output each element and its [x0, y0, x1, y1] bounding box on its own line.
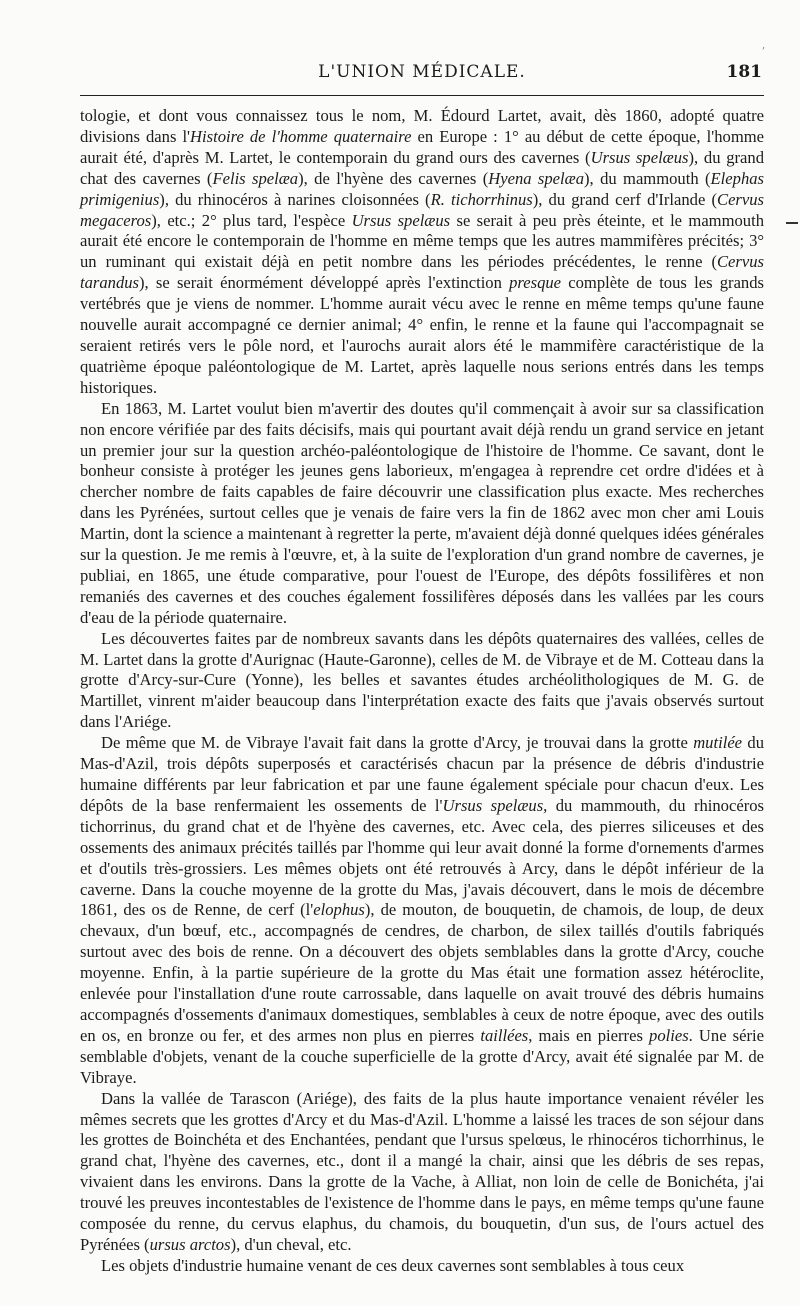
- italic-run: ursus arctos: [149, 1234, 231, 1254]
- text-run: du Mas-d'Azil, trois dépôts superposés et caractérisés chacun par la présence de débris d'industrie humaine différents par leur fabrication et par une faune également spéciale pour chacun d'eux. Les dépôts de la base renfermaient les ossements de l': [80, 733, 764, 815]
- body-paragraph: [80, 399, 764, 629]
- italic-run: presque: [509, 273, 562, 293]
- margin-mark: [786, 222, 798, 224]
- italic-run: elophus: [313, 900, 365, 920]
- text-run: Les découvertes faites par de nombreux savants dans les dépôts quaternaires des vallées, celles de M. Lartet dans la grotte d'Aurignac (Haute-Garonne), celles de M. de Vibraye et de M. Cotteau dans la grotte d'Arcy-sur-Cure (Yonne), les belles et savantes études archéolithologiques de M. G. de Martillet, vinrent m'aider beaucoup dans l'interprétation exacte des faits que j'avais observés surtout dans l'Ariége.: [80, 628, 764, 732]
- text-run: Les objets d'industrie humaine venant de ces deux cavernes sont semblables à tous ceux: [101, 1255, 685, 1275]
- italic-run: Elephas primigenius: [80, 168, 764, 209]
- text-run: ), se serait énormément développé après l'extinction: [139, 273, 510, 293]
- text-run: ), etc.; 2° plus tard, l'espèce: [151, 210, 352, 230]
- text-run: du mammouth, du rhinocéros tichorrinus, du grand chat et de l'hyène des cavernes, etc. Avec cela, des pierres siliceuses et des ossements des animaux précités taillés par l'homme qui leur avait donné la forme d'ornements d'armes et d'outils très-grossiers. Les mêmes objets ont été retrouvés à Arcy, dans le dépôt inférieur de la caverne. Dans la couche moyenne de la grotte du Mas, j'avais découvert, dans le mois de décembre 1861, des os de Renne, de cerf (l': [80, 795, 764, 920]
- italic-run: Histoire de l'homme quaternaire: [190, 126, 412, 146]
- body-paragraph: [80, 1089, 764, 1256]
- journal-title: L'UNION MÉDICALE.: [318, 62, 526, 82]
- page-number: 181: [726, 62, 762, 82]
- text-run: se serait à peu près éteinte, et le mammouth aurait été encore le contemporain de l'homme en même temps que les autres mammifères précités; 3° un ruminant qui existait déjà en petit nombre dans les périodes précédentes, le renne (: [80, 210, 764, 272]
- body-paragraph: [80, 106, 764, 399]
- article-body: [80, 106, 764, 1277]
- body-paragraph: [80, 629, 764, 734]
- text-run: . Une série semblable d'objets, venant de la couche superficielle de la grotte d'Arcy, avait été signalée par M. de Vibraye.: [80, 1025, 764, 1087]
- italic-run: Hyena spelæa: [488, 168, 585, 188]
- text-run: complète de tous les grands vertébrés que je viens de nommer. L'homme aurait vécu avec le renne en même temps qu'une faune nouvelle aurait accompagné ce dernier animal; 4° enfin, le renne et la faune qui l'accompagnait se seraient retirés vers le pôle nord, et l'aurochs aurait alors été le mammifère caractéristique de la quatrième époque paléontologique de M. Lartet, après laquelle nous serions entrés dans les temps historiques.: [80, 273, 764, 397]
- text-run: ), du rhinocéros à narines cloisonnées (: [159, 189, 431, 209]
- text-run: De même que M. de Vibraye l'avait fait dans la grotte d'Arcy, je trouvai dans la grotte: [101, 733, 694, 753]
- italic-run: Ursus spelæus,: [442, 795, 548, 815]
- italic-run: polies: [649, 1025, 689, 1045]
- text-run: ), du grand cerf d'Irlande (: [532, 189, 717, 209]
- corner-mark: ,: [762, 40, 766, 51]
- italic-run: Cervus tarandus: [80, 252, 764, 293]
- running-header: [80, 62, 764, 90]
- text-run: ), de l'hyène des cavernes (: [298, 168, 489, 188]
- italic-run: Felis spelæa: [212, 168, 299, 188]
- text-run: En 1863, M. Lartet voulut bien m'avertir des doutes qu'il commençait à avoir sur sa classification non encore vérifiée par des faits décisifs, mais qui pourtant avait déjà rendu un grand service en jetant un premier jour sur la question archéo-paléontologique de l'histoire de l'homme. Ce savant, dont le bonheur consiste à protéger les jeunes gens laborieux, m'engagea à reprendre cet ordre d'idées et à chercher nombre de faits capables de faire découvrir une classification plus exacte. Mes recherches dans les Pyrénées, surtout celles que je venais de faire vers la fin de 1862 avec mon cher ami Louis Martin, dont la science a maintenant à regretter la perte, m'avaient déjà donné quelques idées générales sur la question. Je me remis à l'œuvre, et, à la suite de l'exploration d'un grand nombre de cavernes, je publiai, en 1865, une étude comparative, pour l'ouest de l'Europe, des dépôts fossilifères et non remaniés des cavernes et des couches également fossilifères déposés dans les vallées par les cours d'eau de la période quaternaire.: [80, 398, 764, 627]
- text-run: tologie, et dont vous connaissez tous le nom, M. Édourd Lartet, avait, dès 1860, adopté quatre divisions dans l': [80, 106, 764, 146]
- text-run: ), du mammouth (: [584, 168, 711, 188]
- italic-run: Ursus spelæus: [351, 210, 451, 230]
- text-run: ), de mouton, de bouquetin, de chamois, de loup, de deux chevaux, d'un bœuf, etc., accompagnés de cendres, de charbon, de silex taillés d'outils fabriqués surtout avec des bois de renne. On a découvert des objets semblables dans la grotte d'Arcy, couche moyenne. Enfin, à la partie supérieure de la grotte du Mas était une formation assez hétéroclite, enlevée pour l'installation d'une route carrossable, dans laquelle on avait trouvé des débris humains accompagnés d'ossements d'animaux domestiques, semblables à ceux de notre époque, avec des outils en os, en bronze ou fer, et des armes non plus en pierres: [80, 900, 764, 1045]
- italic-run: mutilée: [693, 733, 743, 753]
- body-paragraph: [80, 733, 764, 1088]
- text-run: en Europe : 1° au début de cette époque, l'homme aurait été, d'après M. Lartet, le contemporain du grand ours des cavernes (: [80, 126, 764, 167]
- text-run: Dans la vallée de Tarascon (Ariége), des faits de la plus haute importance venaient révéler les mêmes secrets que les grottes d'Arcy et du Mas-d'Azil. L'homme a laissé les traces de son séjour dans les grottes de Boinchéta et des Enchantées, pendant que l'ursus spelœus, le rhinocéros tichorrhinus, le grand chat, l'hyène des cavernes, etc., dont il a mangé la chair, ainsi que les débris de ses repas, vivaient dans les environs. Dans la grotte de la Vache, à Alliat, non loin de celle de Bonichéta, j'ai trouvé les preuves incontestables de l'existence de l'homme dans le pays, en même temps qu'une faune composée du renne, du cervus elaphus, du chamois, du bouquetin, d'un sus, de l'ours actuel des Pyrénées (: [80, 1088, 764, 1254]
- body-paragraph: [80, 1256, 764, 1277]
- text-run: ), du grand chat des cavernes (: [80, 147, 764, 188]
- header-rule: [80, 95, 764, 96]
- italic-run: Ursus spelæus: [590, 147, 689, 167]
- italic-run: Cervus megaceros: [80, 189, 765, 230]
- italic-run: R. tichorrhinus: [430, 189, 533, 209]
- text-run: , mais en pierres: [528, 1025, 650, 1045]
- italic-run: taillées: [480, 1025, 529, 1045]
- text-run: ), d'un cheval, etc.: [230, 1234, 352, 1254]
